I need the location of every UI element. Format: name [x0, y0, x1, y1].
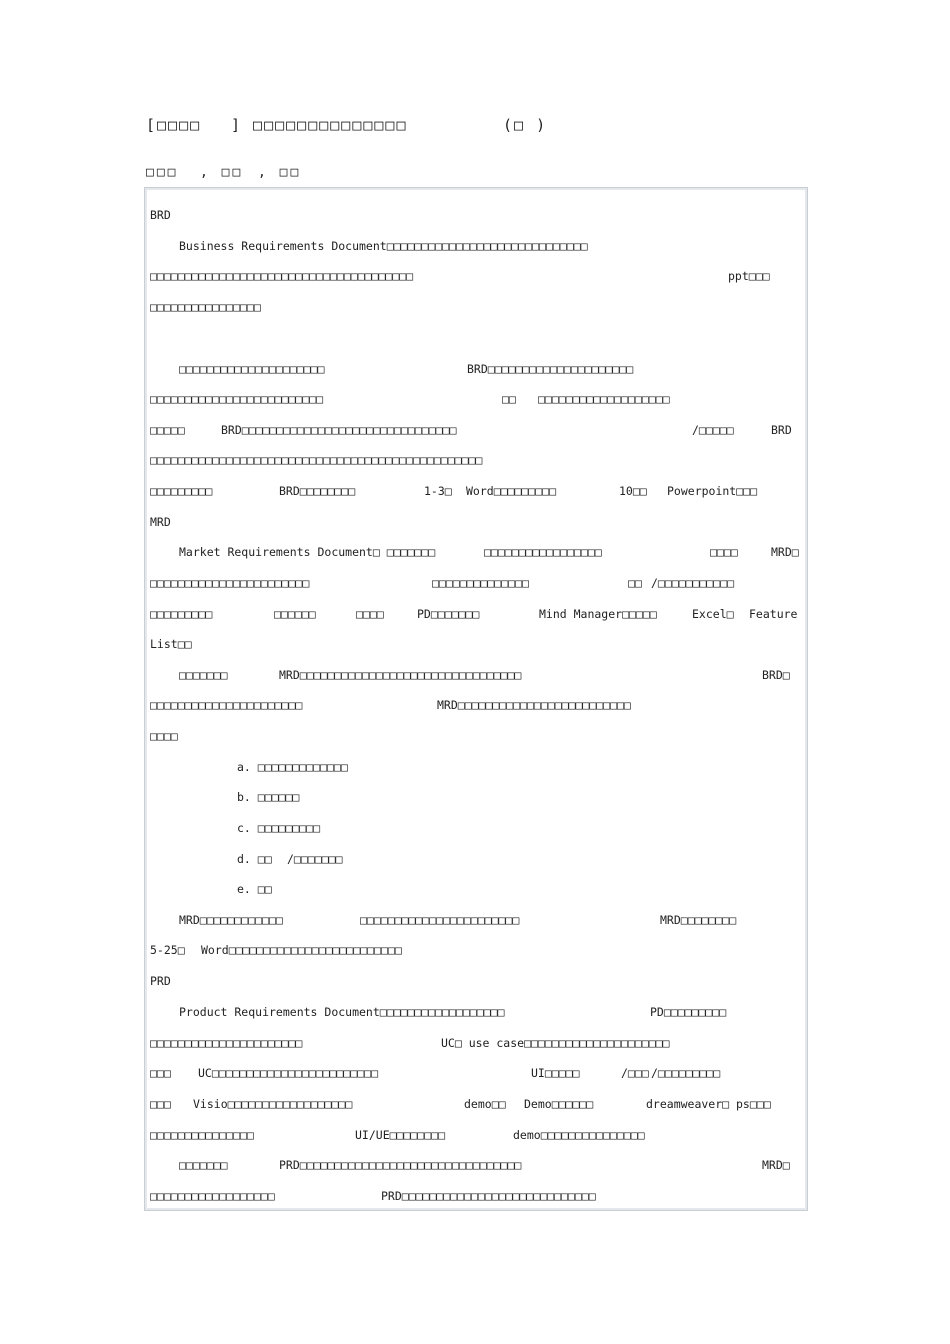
body-text-segment: MRD□□□□□□□□□□□□	[179, 913, 283, 927]
body-text-segment: Word□□□□□□□□□□□□□□□□□□□□□□□□□	[201, 943, 402, 957]
body-text-segment: BRD	[150, 208, 171, 222]
body-text-segment: □□□□	[150, 729, 178, 743]
body-text-segment: UI□□□□□	[531, 1066, 580, 1080]
body-text-segment: □□□	[150, 1066, 171, 1080]
body-text-segment: b. □□□□□□	[237, 790, 300, 804]
body-text-segment: d. □□	[237, 852, 272, 866]
body-text-segment: Powerpoint□□□	[667, 484, 758, 498]
body-text-segment: Visio□□□□□□□□□□□□□□□□□□	[193, 1097, 353, 1111]
body-text-segment: □□□□□□	[274, 607, 316, 621]
body-text-segment: □□□□□□□□□□□□□□	[432, 576, 529, 590]
body-text-segment: □□□□□	[150, 423, 185, 437]
body-text-segment: BRD□□□□□□□□□□□□□□□□□□□□□	[467, 362, 634, 376]
body-text-segment: □□□□□□□□□□□□□□□□□□□□□□□□□	[150, 392, 324, 406]
body-text-segment: Word□□□□□□□□□	[466, 484, 557, 498]
body-text-segment: □□□□□□□□□□□□□□□□□□□□□□□□□□□□□□□□□□□□□□	[150, 269, 414, 283]
body-text-segment: □□□□□□□□□	[150, 607, 213, 621]
body-text-segment: PD□□□□□□□	[417, 607, 480, 621]
doc-title-suffix: (□ )	[503, 116, 548, 134]
body-text-segment: MRD□□□□□□□□	[660, 913, 737, 927]
body-text-segment: Feature	[749, 607, 798, 621]
body-text-segment: □□□□□□□□□□□□□□□□	[150, 300, 261, 314]
body-text-segment: PRD□□□□□□□□□□□□□□□□□□□□□□□□□□□□□□□□	[279, 1158, 522, 1172]
body-text-segment: UC□□□□□□□□□□□□□□□□□□□□□□□□	[198, 1066, 379, 1080]
body-text-segment: /□□□□□	[692, 423, 734, 437]
doc-subtitle-part-2: , □□	[200, 165, 244, 180]
body-text-segment: BRD□	[762, 668, 790, 682]
body-text-segment: □□□□□□□	[179, 1158, 228, 1172]
body-text-segment: Product Requirements Document□□□□□□□□□□□□□□□□□□	[179, 1005, 505, 1019]
body-text-segment: 10□□	[619, 484, 647, 498]
body-text-segment: MRD□	[771, 545, 799, 559]
body-text-segment: □□□□□□□□□□□□□□□□□□□	[538, 392, 670, 406]
doc-title-prefix: [□□□□	[146, 116, 202, 134]
body-text-segment: □□□□	[710, 545, 738, 559]
body-text-segment: PD□□□□□□□□□	[650, 1005, 727, 1019]
body-text-segment: PRD□□□□□□□□□□□□□□□□□□□□□□□□□□□□	[381, 1189, 596, 1203]
body-text-segment: □□□□□□□□□	[150, 484, 213, 498]
body-text-segment: □□	[628, 576, 642, 590]
body-text-segment: demo□□□□□□□□□□□□□□□	[513, 1128, 645, 1142]
body-text-segment: □□□□□□□	[179, 668, 228, 682]
body-text-segment: Market Requirements Document□ □□□□□□□	[179, 545, 436, 559]
body-text-segment: 5-25□	[150, 943, 185, 957]
body-text-segment: dreamweaver□ ps□□□	[646, 1097, 771, 1111]
body-text-segment: c. □□□□□□□□□	[237, 821, 321, 835]
doc-subtitle-part-1: □□□	[146, 165, 179, 180]
body-text-segment: UI/UE□□□□□□□□	[355, 1128, 446, 1142]
body-text-segment: □□□	[150, 1097, 171, 1111]
body-text-segment: List□□	[150, 637, 192, 651]
body-text-segment: □□□□□□□□□□□□□□□□□□□□□□	[150, 698, 303, 712]
body-text-segment: □□□□□□□□□□□□□□□□□□□□□□	[150, 1036, 303, 1050]
body-text-segment: /□□□□□□□	[287, 852, 343, 866]
body-text-segment: MRD□	[762, 1158, 790, 1172]
body-text-segment: Mind Manager□□□□□	[539, 607, 657, 621]
body-text-segment: □□□□□□□□□□□□□□□□□□□□□□□	[360, 913, 520, 927]
body-text-segment: □□□□□□□□□□□□□□□	[150, 1128, 254, 1142]
body-text-segment: /□□□□□□□□□□□	[651, 576, 735, 590]
body-text-segment: BRD	[771, 423, 792, 437]
body-text-segment: □□□□□□□□□□□□□□□□□□□□□□□□□□□□□□□□□□□□□□□□□□□□□□□□	[150, 453, 483, 467]
body-text-segment: □□□□□□□□□□□□□□□□□	[484, 545, 602, 559]
body-text-segment: ppt□□□	[728, 269, 770, 283]
body-text-segment: □□□□□□□□□□□□□□□□□□□□□	[179, 362, 325, 376]
body-text-segment: BRD□□□□□□□□	[279, 484, 356, 498]
doc-subtitle-part-3: , □□	[258, 165, 302, 180]
body-text-segment: □□	[502, 392, 516, 406]
body-text-segment: demo□□	[464, 1097, 506, 1111]
body-text-segment: Excel□	[692, 607, 734, 621]
body-text-segment: □□□□	[356, 607, 384, 621]
body-text-segment: UC□ use case□□□□□□□□□□□□□□□□□□□□□	[441, 1036, 670, 1050]
body-text-segment: /□□□□□□□□□	[651, 1066, 721, 1080]
body-text-segment: □□□□□□□□□□□□□□□□□□	[150, 1189, 275, 1203]
body-text-segment: /□□□	[621, 1066, 649, 1080]
body-text-segment: □□□□□□□□□□□□□□□□□□□□□□□	[150, 576, 310, 590]
body-text-segment: MRD□□□□□□□□□□□□□□□□□□□□□□□□□□□□□□□□	[279, 668, 522, 682]
body-text-segment: PRD	[150, 974, 171, 988]
body-text-segment: e. □□	[237, 882, 272, 896]
body-text-segment: Demo□□□□□□	[524, 1097, 594, 1111]
body-text-segment: 1-3□	[424, 484, 452, 498]
doc-title: ] □□□□□□□□□□□□□□	[231, 116, 408, 134]
body-text-segment: a. □□□□□□□□□□□□□	[237, 760, 348, 774]
body-text-segment: MRD	[150, 515, 171, 529]
body-text-segment: BRD□□□□□□□□□□□□□□□□□□□□□□□□□□□□□□□	[221, 423, 457, 437]
body-text-segment: Business Requirements Document□□□□□□□□□□□□□□□□□□□□□□□□□□□□□	[179, 239, 588, 253]
body-text-segment: MRD□□□□□□□□□□□□□□□□□□□□□□□□□	[437, 698, 631, 712]
